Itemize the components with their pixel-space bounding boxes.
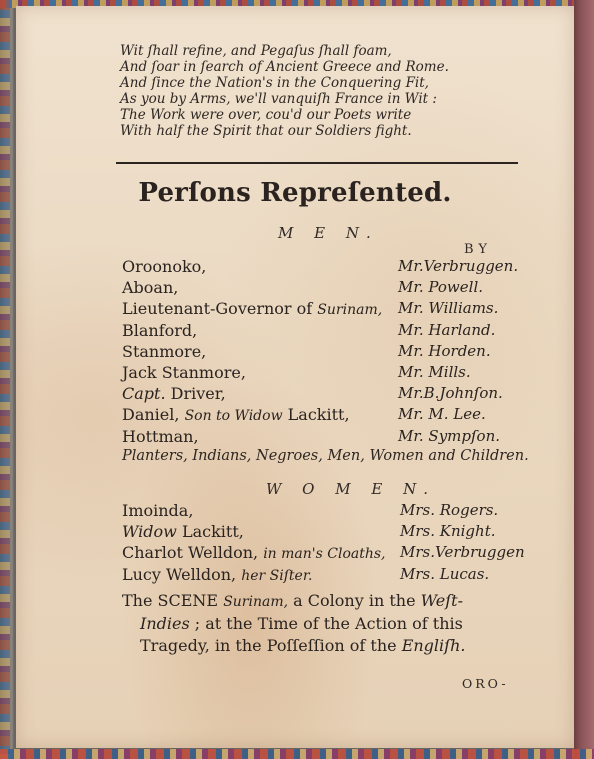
women-roster bbox=[122, 500, 532, 585]
cast-row bbox=[122, 521, 532, 542]
bottom-binding-edge bbox=[0, 749, 594, 759]
actor-name: Mr. Powell. bbox=[398, 278, 484, 297]
book-page bbox=[16, 6, 574, 748]
role-name: Blanford, bbox=[122, 320, 198, 340]
scene-line: Tragedy, in the Poſſeſſion of the Engliſh. bbox=[140, 636, 466, 655]
verse-line: And ſoar in ſearch of Ancient Greece and Rome. bbox=[120, 58, 449, 75]
left-binding-edge bbox=[0, 0, 10, 759]
actor-name: Mr. Williams. bbox=[398, 299, 499, 318]
role-name: Aboan, bbox=[122, 278, 179, 298]
verse-line: With half the Spirit that our Soldiers fight. bbox=[120, 122, 412, 139]
role-name: Hottman, bbox=[122, 426, 199, 446]
role-name: Lucy Welldon, her Siſter. bbox=[122, 564, 313, 584]
scene-note bbox=[122, 590, 532, 657]
cast-row bbox=[122, 500, 532, 521]
actor-name: Mr. M. Lee. bbox=[398, 405, 486, 424]
cast-row bbox=[122, 256, 532, 277]
actor-name: Mr.B.Johnſon. bbox=[398, 384, 503, 403]
role-name: Jack Stanmore, bbox=[122, 362, 246, 382]
cast-row bbox=[122, 564, 532, 585]
role-name: Daniel, Son to Widow Lackitt, bbox=[122, 405, 350, 425]
scene-line: The SCENE Surinam, a Colony in the Weſt- bbox=[122, 591, 464, 610]
men-roster bbox=[122, 256, 532, 447]
role-name: Lieutenant-Governor of Surinam, bbox=[122, 299, 383, 319]
actor-name: Mr. Sympſon. bbox=[398, 426, 501, 445]
role-name: Widow Lackitt, bbox=[122, 522, 244, 542]
cast-row bbox=[122, 320, 532, 341]
epilogue-verse bbox=[120, 44, 540, 139]
scene-line: Indies ; at the Time of the Action of this bbox=[140, 614, 463, 633]
role-name: Charlot Welldon, in man's Cloaths, bbox=[122, 543, 386, 563]
actor-name: Mrs. Knight. bbox=[400, 522, 496, 541]
actor-name: Mr.Verbruggen. bbox=[398, 257, 519, 275]
cast-row bbox=[122, 404, 532, 425]
role-name: Imoinda, bbox=[122, 501, 194, 520]
role-name: Oroonoko, bbox=[122, 257, 207, 276]
actor-name: Mr. Horden. bbox=[398, 341, 491, 360]
cast-row bbox=[122, 277, 532, 298]
facing-page-edge bbox=[574, 0, 594, 759]
cast-row bbox=[122, 362, 532, 383]
by-label: BY bbox=[464, 242, 492, 257]
catchword: ORO- bbox=[462, 676, 509, 691]
verse-line: Wit ſhall refine, and Pegaſus ſhall foam, bbox=[120, 43, 392, 59]
role-name: Capt. Driver, bbox=[122, 384, 226, 404]
women-heading: W O M E N. bbox=[266, 480, 437, 498]
verse-line: As you by Arms, we'll vanquiſh France in Wit : bbox=[120, 90, 437, 107]
cast-row bbox=[122, 341, 532, 362]
page-title: Perſons Repreſented. bbox=[138, 178, 452, 208]
verse-line: And ſince the Nation's in the Conquering Fit, bbox=[120, 74, 429, 91]
actor-name: Mr. Mills. bbox=[398, 362, 471, 381]
cast-row bbox=[122, 383, 532, 404]
actor-name: Mrs. Lucas. bbox=[400, 564, 490, 583]
role-name: Stanmore, bbox=[122, 341, 207, 361]
actor-name: Mrs.Verbruggen bbox=[400, 543, 525, 562]
men-heading: M E N. bbox=[278, 224, 379, 242]
cast-row bbox=[122, 298, 532, 319]
cast-row bbox=[122, 426, 532, 447]
extras-line: Planters, Indians, Negroes, Men, Women and Children. bbox=[122, 448, 529, 464]
actor-name: Mrs. Rogers. bbox=[400, 501, 499, 519]
verse-line: The Work were over, cou'd our Poets write bbox=[120, 106, 412, 123]
cast-row bbox=[122, 542, 532, 563]
horizontal-rule bbox=[116, 162, 518, 164]
actor-name: Mr. Harland. bbox=[398, 320, 496, 339]
